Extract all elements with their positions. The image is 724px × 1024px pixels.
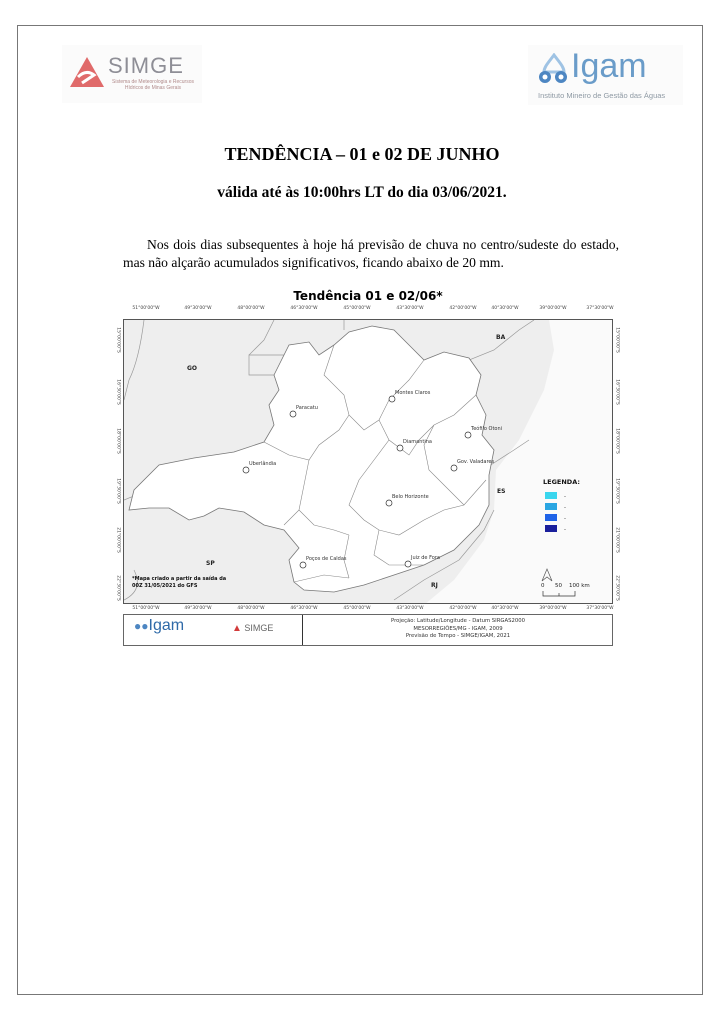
lon-label-top: 48°00'00"W bbox=[237, 306, 265, 311]
igam-logo bbox=[528, 45, 683, 105]
legend-label: - bbox=[564, 505, 566, 511]
lon-label-bottom: 46°30'00"W bbox=[290, 606, 318, 611]
map-title: Tendência 01 e 02/06* bbox=[293, 289, 443, 303]
svg-text:Montes Claros: Montes Claros bbox=[395, 390, 431, 396]
igam-water-drops-logo-icon: ●● bbox=[134, 619, 149, 633]
credit-line: MESORREGIÕES/MG - IGAM, 2009 bbox=[413, 625, 503, 632]
map-note-line1: *Mapa criado a partir da saída da bbox=[132, 576, 227, 582]
simge-logo bbox=[62, 45, 202, 103]
lon-label-top: 40°30'00"W bbox=[491, 306, 519, 311]
svg-text:Juiz de Fora: Juiz de Fora bbox=[411, 555, 440, 561]
lon-label-top: 46°30'00"W bbox=[290, 306, 318, 311]
svg-text:Paracatu: Paracatu bbox=[296, 405, 318, 411]
map-note-line2: 00Z 31/05/2021 do GFS bbox=[132, 583, 198, 589]
svg-text:Gov. Valadares: Gov. Valadares bbox=[457, 459, 495, 465]
state-label-rj: RJ bbox=[431, 582, 438, 589]
simge-triangle-logo-icon: ▲ bbox=[232, 623, 242, 634]
lat-label-left: 18°00'00"S bbox=[115, 428, 121, 454]
lon-label-top: 43°30'00"W bbox=[396, 306, 424, 311]
lon-label-top: 51°00'00"W bbox=[132, 306, 160, 311]
lat-label-right: 19°30'00"S bbox=[614, 478, 620, 504]
svg-text:Poços de Caldas: Poços de Caldas bbox=[306, 556, 347, 562]
lat-label-left: 16°30'00"S bbox=[115, 379, 121, 405]
state-border-west bbox=[124, 320, 144, 400]
legend-label: - bbox=[564, 516, 566, 522]
forecast-paragraph: Nos dois dias subsequentes à hoje há previsão de chuva no centro/sudeste do estado, mas não alçarão acumulados significativos, ficando abaixo de 20 mm. bbox=[123, 237, 619, 270]
lon-label-top: 49°30'00"W bbox=[184, 306, 212, 311]
lat-label-right: 18°00'00"S bbox=[614, 428, 620, 454]
scale-label-100: 100 km bbox=[569, 583, 590, 589]
simge-triangle-logo-icon bbox=[68, 55, 106, 89]
lon-label-bottom: 42°00'00"W bbox=[449, 606, 477, 611]
igam-logo-name: Igam bbox=[571, 47, 647, 85]
credit-line: Previsão de Tempo - SIMGE/IGAM, 2021 bbox=[405, 633, 511, 639]
lat-label-right: 16°30'00"S bbox=[614, 379, 620, 405]
simge-logo-subtitle: Sistema de Meteorologia e Recursos Hídricos de Minas Gerais bbox=[112, 79, 194, 91]
state-label-go: GO bbox=[187, 365, 198, 372]
minas-gerais-shape bbox=[129, 326, 494, 592]
city-teofilo-otoni bbox=[465, 425, 502, 438]
lon-label-bottom: 49°30'00"W bbox=[184, 606, 212, 611]
document-title: TENDÊNCIA – 01 e 02 DE JUNHO bbox=[224, 144, 500, 164]
scale-label-0: 0 bbox=[541, 583, 545, 589]
legend-label: - bbox=[564, 527, 566, 533]
svg-text:Uberlândia: Uberlândia bbox=[249, 461, 277, 467]
map-footer bbox=[123, 614, 613, 646]
legend-swatch bbox=[545, 514, 557, 521]
svg-text:Teófilo Otoni: Teófilo Otoni bbox=[471, 426, 503, 432]
lon-label-bottom: 43°30'00"W bbox=[396, 606, 424, 611]
scale-label-50: 50 bbox=[555, 583, 562, 589]
simge-logo-name: SIMGE bbox=[108, 53, 184, 78]
lat-label-right: 22°30'00"S bbox=[614, 575, 620, 601]
svg-text:Diamantina: Diamantina bbox=[403, 439, 432, 445]
lat-label-left: 21°00'00"S bbox=[115, 527, 121, 553]
lat-label-left: 19°30'00"S bbox=[115, 478, 121, 504]
lon-label-bottom: 48°00'00"W bbox=[237, 606, 265, 611]
igam-water-drops-logo-icon bbox=[536, 53, 572, 87]
lat-label-right: 15°00'00"S bbox=[614, 327, 620, 353]
lon-label-top: 39°00'00"W bbox=[539, 306, 567, 311]
footer-igam-logo: ●●Igam bbox=[134, 617, 185, 634]
footer-credits bbox=[303, 618, 613, 641]
lon-label-bottom: 39°00'00"W bbox=[539, 606, 567, 611]
map-svg bbox=[124, 320, 613, 604]
svg-text:Belo Horizonte: Belo Horizonte bbox=[392, 494, 429, 500]
lon-label-bottom: 45°00'00"W bbox=[343, 606, 371, 611]
map-frame bbox=[123, 319, 613, 604]
lat-label-right: 21°00'00"S bbox=[614, 527, 620, 553]
lon-label-top: 42°00'00"W bbox=[449, 306, 477, 311]
lon-label-bottom: 51°00'00"W bbox=[132, 606, 160, 611]
state-label-sp: SP bbox=[206, 560, 215, 567]
lon-label-top: 37°30'00"W bbox=[586, 306, 614, 311]
footer-simge-logo: ▲ SIMGE bbox=[232, 623, 274, 634]
lat-label-left: 15°00'00"S bbox=[115, 327, 121, 353]
credit-line: Projeção: Latitude/Longitude - Datum SIRGAS2000 bbox=[391, 618, 525, 624]
legend-swatch bbox=[545, 492, 557, 499]
state-label-ba: BA bbox=[496, 334, 506, 341]
legend-title: LEGENDA: bbox=[543, 478, 580, 486]
legend-label: - bbox=[564, 494, 566, 500]
igam-logo-subtitle: Instituto Mineiro de Gestão das Águas bbox=[538, 91, 666, 100]
state-label-es: ES bbox=[497, 488, 506, 495]
lon-label-bottom: 37°30'00"W bbox=[586, 606, 614, 611]
legend-swatch bbox=[545, 525, 557, 532]
lat-label-left: 22°30'00"S bbox=[115, 575, 121, 601]
legend-swatch bbox=[545, 503, 557, 510]
lon-label-bottom: 40°30'00"W bbox=[491, 606, 519, 611]
lon-label-top: 45°00'00"W bbox=[343, 306, 371, 311]
document-subtitle: válida até às 10:00hrs LT do dia 03/06/2021. bbox=[217, 184, 507, 201]
